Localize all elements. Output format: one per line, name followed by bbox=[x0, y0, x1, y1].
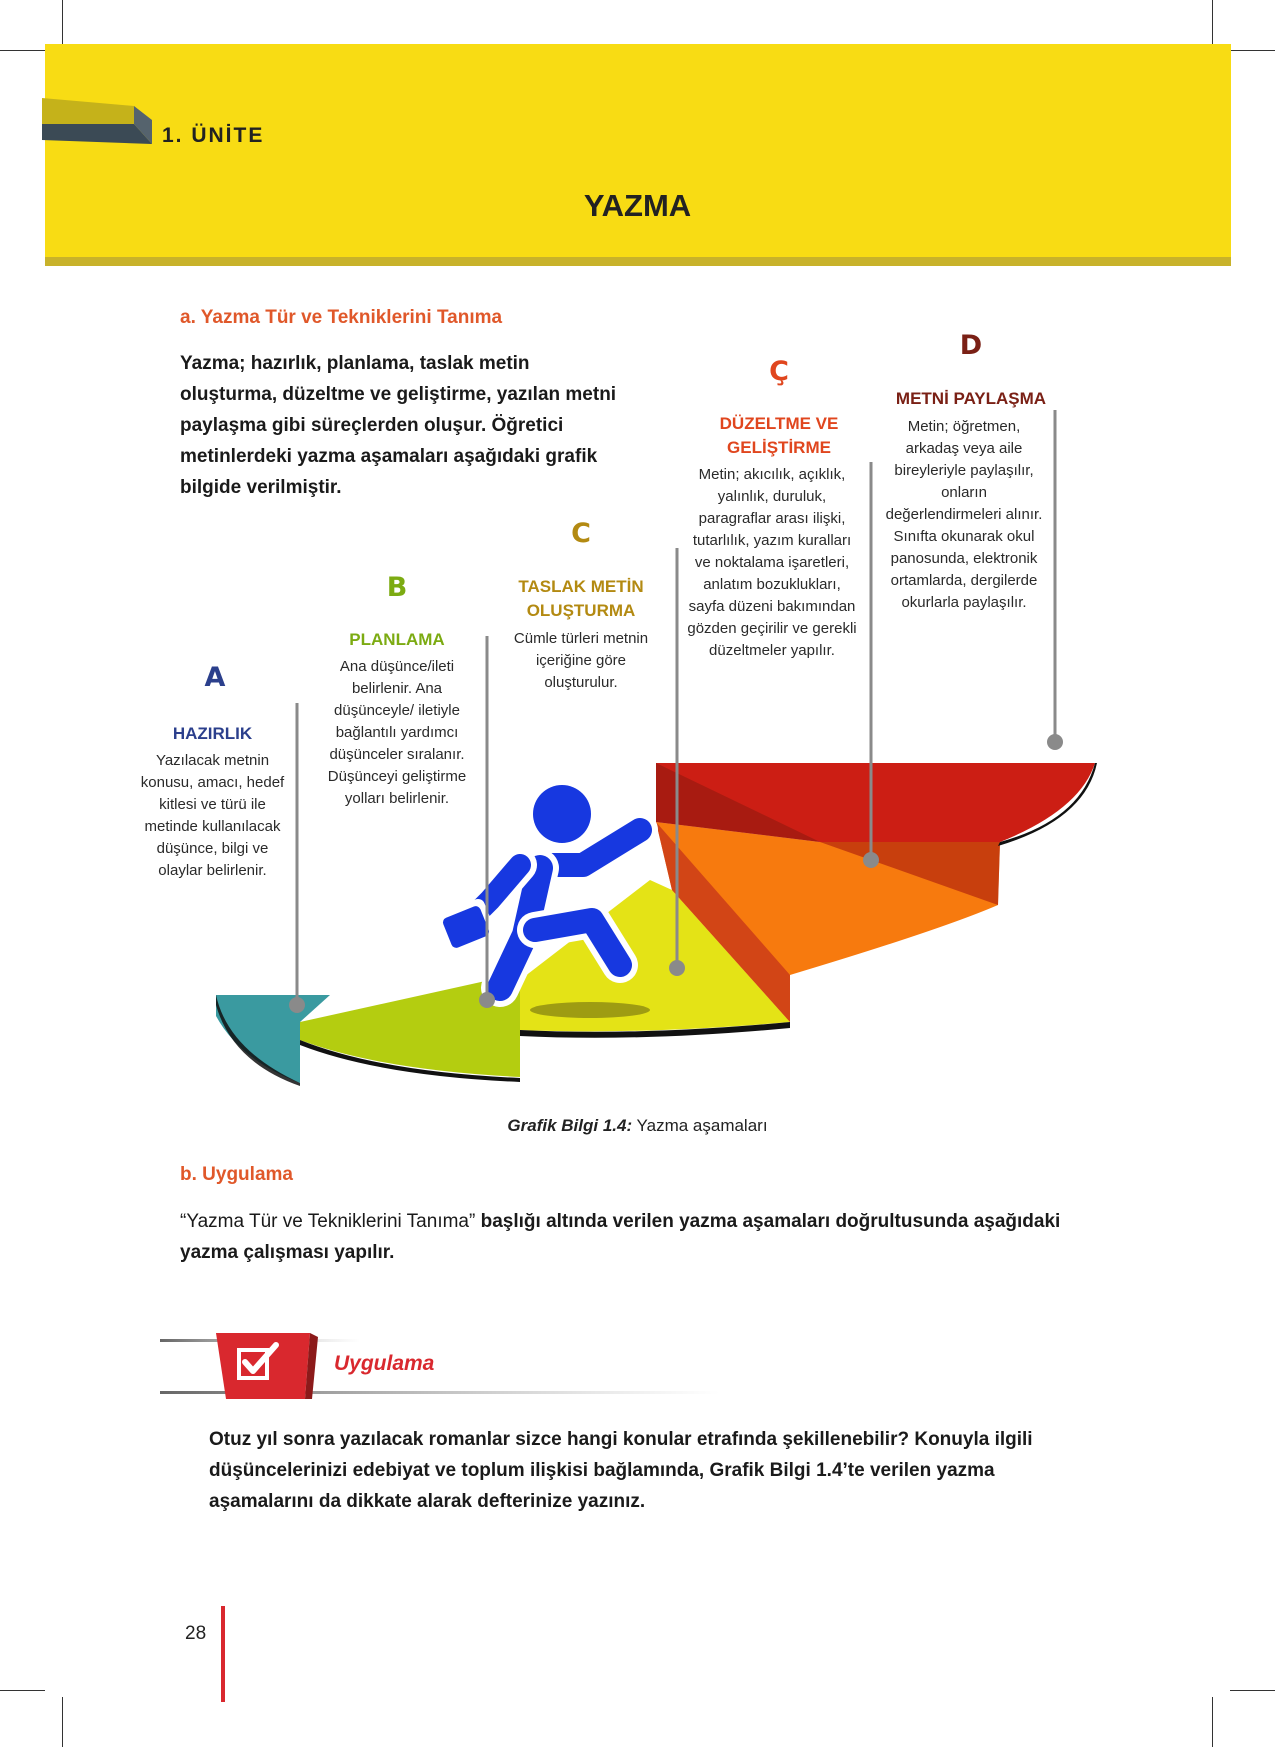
caption-text: Yazma aşamaları bbox=[632, 1116, 768, 1135]
crop-mark bbox=[1230, 1690, 1275, 1691]
intro-paragraph: Yazma; hazırlık, planlama, taslak metin oluşturma, düzeltme ve geliştirme, yazılan metni paylaşma gibi süreçlerden oluşur. Öğretici metinlerdeki yazma aşamaları aşağıdaki grafik bilgide verilmiştir. bbox=[180, 353, 617, 498]
section-b-text: başlığı altında verilen yazma aşamaları doğrultusunda aşağıdaki yazma çalışması yapılır. bbox=[180, 1211, 1061, 1263]
caption-label: Grafik Bilgi 1.4: bbox=[507, 1116, 633, 1135]
section-a-heading: a. Yazma Tür ve Tekniklerini Tanıma bbox=[180, 307, 503, 328]
page-number: 28 bbox=[185, 1623, 207, 1644]
unit-ribbon-icon bbox=[42, 94, 152, 152]
header-shadow bbox=[45, 257, 1231, 266]
step-cc-title: DÜZELTME VE GELİŞTİRME bbox=[719, 414, 839, 457]
step-c-letter: C bbox=[571, 518, 591, 549]
crop-mark bbox=[1230, 50, 1275, 51]
step-c-text: Cümle türleri metnin içeriğine göre oluşturulur. bbox=[513, 630, 649, 691]
step-b-text: Ana düşünce/ileti belirlenir. Ana düşünceyle/ iletiyle bağlantılı yardımcı düşünceler sıralanır. Düşünceyi geliştirme yolları belirlenir. bbox=[327, 658, 467, 807]
step-a-letter: A bbox=[204, 662, 226, 693]
page-title: YAZMA bbox=[583, 188, 692, 223]
step-b-letter: B bbox=[386, 572, 408, 603]
walking-person-icon bbox=[434, 779, 640, 988]
task-paragraph: Otuz yıl sonra yazılacak romanlar sizce hangi konular etrafında şekillenebilir? Konuyla ilgili düşüncelerinizi edebiyat ve toplum ilişkisi bağlamında, Grafik Bilgi 1.4’te verilen yazma aşamalarını da dikkate alarak defterinize yazınız. bbox=[209, 1429, 1033, 1512]
checkbox-icon bbox=[236, 1342, 280, 1382]
step-d-title: METNİ PAYLAŞMA bbox=[895, 389, 1047, 408]
step-cc-letter: Ç bbox=[769, 356, 789, 387]
crop-mark bbox=[1212, 0, 1213, 50]
section-b-quote: “Yazma Tür ve Tekniklerini Tanıma” bbox=[180, 1211, 476, 1232]
step-d-letter: D bbox=[959, 330, 983, 361]
crop-mark bbox=[0, 50, 45, 51]
crop-mark bbox=[1212, 1697, 1213, 1747]
step-b-title: PLANLAMA bbox=[349, 630, 445, 649]
section-b-heading: b. Uygulama bbox=[180, 1164, 293, 1185]
header-band bbox=[45, 44, 1231, 257]
crop-mark bbox=[62, 0, 63, 50]
step-cc-text: Metin; akıcılık, açıklık, yalınlık, duruluk, paragraflar arası ilişki, tutarlılık, yazım kuralları ve noktalama işaretleri, anlatım bozuklukları, sayfa düzeni bakımından gözden geçirilir ve gerekli düzeltmeler yapılır. bbox=[687, 466, 857, 659]
step-d-text: Metin; öğretmen, arkadaş veya aile bireyleriyle paylaşılır, onların değerlendirmeleri alınır. Sınıfta okunarak okul panosunda, elektronik ortamlarda, dergilerde okurlarla paylaşılır. bbox=[885, 418, 1043, 611]
page-rule bbox=[221, 1606, 225, 1702]
step-c-title: TASLAK METİN OLUŞTURMA bbox=[518, 577, 644, 620]
step-a-title: HAZIRLIK bbox=[172, 724, 253, 743]
section-b-paragraph bbox=[180, 1206, 1080, 1268]
step-a-text: Yazılacak metnin konusu, amacı, hedef kitlesi ve türü ile metinde kullanılacak düşünce, bilgi ve olaylar belirlenir. bbox=[140, 752, 285, 879]
unit-label: 1. ÜNİTE bbox=[162, 124, 265, 147]
figure-caption bbox=[0, 1116, 1275, 1136]
uygulama-title: Uygulama bbox=[334, 1352, 435, 1375]
crop-mark bbox=[0, 1690, 45, 1691]
crop-mark bbox=[62, 1697, 63, 1747]
